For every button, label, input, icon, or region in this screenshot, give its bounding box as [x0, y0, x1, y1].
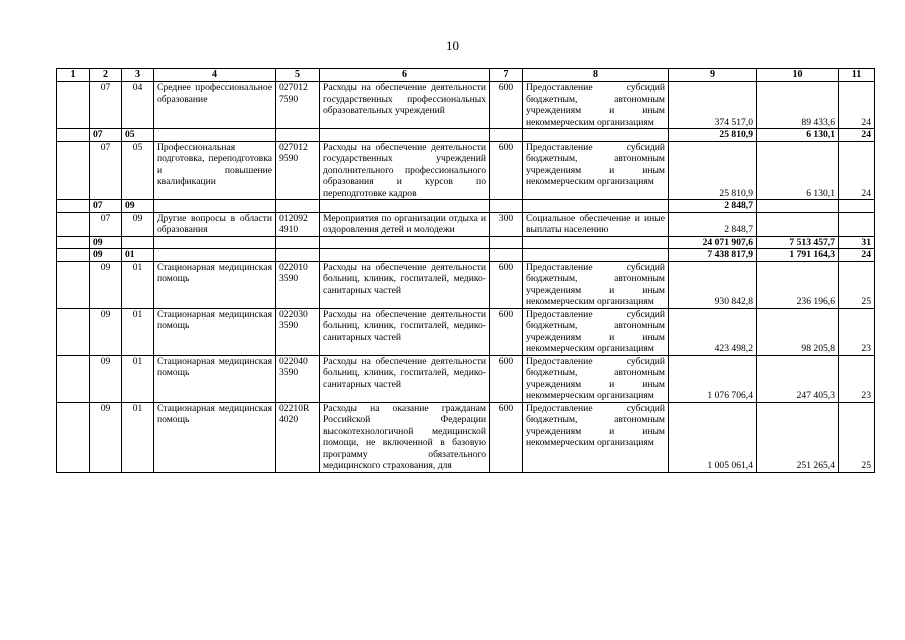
header-row	[57, 69, 875, 82]
cell-c11: 24	[839, 82, 875, 129]
cell-c5	[276, 200, 320, 213]
column-header: 4	[154, 69, 276, 82]
cell-c5: 022030 3590	[276, 308, 320, 355]
cell-c1	[57, 236, 90, 249]
table-row	[57, 141, 875, 200]
column-header: 5	[276, 69, 320, 82]
cell-c7: 600	[490, 82, 523, 129]
cell-c8	[523, 129, 669, 142]
cell-c7: 600	[490, 308, 523, 355]
cell-c1	[57, 141, 90, 200]
column-header: 10	[757, 69, 839, 82]
cell-c1	[57, 402, 90, 472]
cell-c3: 01	[122, 355, 154, 402]
cell-c2: 07	[90, 212, 122, 236]
cell-c7: 600	[490, 261, 523, 308]
cell-c2: 09	[90, 261, 122, 308]
table-row	[57, 261, 875, 308]
cell-c4: Стационарная медицинская помощь	[154, 402, 276, 472]
cell-c3	[122, 236, 154, 249]
cell-c5	[276, 129, 320, 142]
table-body	[57, 82, 875, 473]
cell-c3: 01	[122, 308, 154, 355]
cell-c11: 24	[839, 141, 875, 200]
cell-c10: 247 405,3	[757, 355, 839, 402]
column-header: 7	[490, 69, 523, 82]
cell-c6: Мероприятия по организации отдыха и оздоровления детей и молодежи	[320, 212, 490, 236]
cell-c5: 027012 7590	[276, 82, 320, 129]
cell-c11: 31	[839, 236, 875, 249]
cell-c8: Социальное обеспечение и иные выплаты населению	[523, 212, 669, 236]
cell-c8: Предоставление субсидий бюджетным, автономным учреждениям и иным некоммерческим организациям	[523, 308, 669, 355]
table-row	[57, 355, 875, 402]
table-row	[57, 308, 875, 355]
cell-c6: Расходы на обеспечение деятельности больниц, клиник, госпиталей, медико-санитарных частей	[320, 261, 490, 308]
cell-c8: Предоставление субсидий бюджетным, автономным учреждениям и иным некоммерческим организациям	[523, 141, 669, 200]
cell-c9: 2 848,7	[669, 212, 757, 236]
cell-c5: 02210R 4020	[276, 402, 320, 472]
cell-c3: 09	[122, 212, 154, 236]
cell-c10	[757, 200, 839, 213]
cell-c9: 1 076 706,4	[669, 355, 757, 402]
cell-c6: Расходы на оказание гражданам Российской Федерации высокотехнологичной медицинской помощи, не включенной в базовую программу обязательного медицинского страхования, для	[320, 402, 490, 472]
cell-c2: 07	[90, 82, 122, 129]
cell-c10: 251 265,4	[757, 402, 839, 472]
cell-c5: 022010 3590	[276, 261, 320, 308]
cell-c9: 1 005 061,4	[669, 402, 757, 472]
cell-c3: 04	[122, 82, 154, 129]
cell-c7: 600	[490, 402, 523, 472]
cell-c4: Среднее профессиональное образование	[154, 82, 276, 129]
cell-c5	[276, 249, 320, 262]
cell-c10: 236 196,6	[757, 261, 839, 308]
cell-c6	[320, 249, 490, 262]
cell-c11	[839, 212, 875, 236]
cell-c10: 6 130,1	[757, 129, 839, 142]
cell-c9: 374 517,0	[669, 82, 757, 129]
cell-c5: 027012 9590	[276, 141, 320, 200]
cell-c3: 01	[122, 402, 154, 472]
cell-c5	[276, 236, 320, 249]
cell-c5: 022040 3590	[276, 355, 320, 402]
cell-c9: 2 848,7	[669, 200, 757, 213]
cell-c2: 09	[90, 236, 122, 249]
cell-c11: 24	[839, 129, 875, 142]
cell-c8	[523, 200, 669, 213]
cell-c4	[154, 236, 276, 249]
cell-c10: 6 130,1	[757, 141, 839, 200]
cell-c8	[523, 249, 669, 262]
cell-c1	[57, 261, 90, 308]
cell-c6	[320, 200, 490, 213]
cell-c2: 07	[90, 129, 122, 142]
cell-c7: 300	[490, 212, 523, 236]
cell-c4: Профессиональная подготовка, переподготовка и повышение квалификации	[154, 141, 276, 200]
cell-c4	[154, 249, 276, 262]
cell-c4: Стационарная медицинская помощь	[154, 261, 276, 308]
cell-c3: 09	[122, 200, 154, 213]
column-header: 8	[523, 69, 669, 82]
cell-c7	[490, 236, 523, 249]
subtotal-row	[57, 249, 875, 262]
cell-c1	[57, 82, 90, 129]
cell-c8: Предоставление субсидий бюджетным, автономным учреждениям и иным некоммерческим организациям	[523, 261, 669, 308]
cell-c11: 25	[839, 402, 875, 472]
cell-c4: Стационарная медицинская помощь	[154, 308, 276, 355]
cell-c3: 05	[122, 141, 154, 200]
cell-c2: 09	[90, 308, 122, 355]
cell-c9: 25 810,9	[669, 141, 757, 200]
cell-c7	[490, 200, 523, 213]
cell-c7	[490, 249, 523, 262]
cell-c4: Стационарная медицинская помощь	[154, 355, 276, 402]
cell-c8: Предоставление субсидий бюджетным, автономным учреждениям и иным некоммерческим организациям	[523, 355, 669, 402]
budget-table	[56, 68, 875, 473]
cell-c9: 25 810,9	[669, 129, 757, 142]
table-row	[57, 212, 875, 236]
cell-c6	[320, 236, 490, 249]
subtotal-row	[57, 236, 875, 249]
table-row	[57, 82, 875, 129]
cell-c3: 01	[122, 249, 154, 262]
cell-c8: Предоставление субсидий бюджетным, автономным учреждениям и иным некоммерческим организациям	[523, 402, 669, 472]
cell-c6	[320, 129, 490, 142]
cell-c11: 23	[839, 308, 875, 355]
cell-c10: 1 791 164,3	[757, 249, 839, 262]
cell-c10	[757, 212, 839, 236]
cell-c1	[57, 129, 90, 142]
cell-c3: 01	[122, 261, 154, 308]
subtotal-row	[57, 200, 875, 213]
column-header: 9	[669, 69, 757, 82]
cell-c4: Другие вопросы в области образования	[154, 212, 276, 236]
cell-c1	[57, 212, 90, 236]
cell-c7	[490, 129, 523, 142]
subtotal-row	[57, 129, 875, 142]
cell-c2: 09	[90, 249, 122, 262]
cell-c8: Предоставление субсидий бюджетным, автономным учреждениям и иным некоммерческим организациям	[523, 82, 669, 129]
cell-c3: 05	[122, 129, 154, 142]
cell-c2: 07	[90, 141, 122, 200]
column-header: 2	[90, 69, 122, 82]
cell-c2: 09	[90, 355, 122, 402]
cell-c1	[57, 355, 90, 402]
cell-c1	[57, 200, 90, 213]
cell-c9: 930 842,8	[669, 261, 757, 308]
cell-c9: 423 498,2	[669, 308, 757, 355]
cell-c4	[154, 129, 276, 142]
cell-c1	[57, 249, 90, 262]
cell-c5: 012092 4910	[276, 212, 320, 236]
cell-c11: 23	[839, 355, 875, 402]
cell-c6: Расходы на обеспечение деятельности государственных профессиональных образовательных учреждений	[320, 82, 490, 129]
cell-c6: Расходы на обеспечение деятельности больниц, клиник, госпиталей, медико-санитарных частей	[320, 355, 490, 402]
column-header: 3	[122, 69, 154, 82]
cell-c7: 600	[490, 141, 523, 200]
cell-c11	[839, 200, 875, 213]
column-header: 1	[57, 69, 90, 82]
column-header: 6	[320, 69, 490, 82]
cell-c4	[154, 200, 276, 213]
cell-c9: 24 071 907,6	[669, 236, 757, 249]
cell-c11: 24	[839, 249, 875, 262]
cell-c11: 25	[839, 261, 875, 308]
cell-c10: 89 433,6	[757, 82, 839, 129]
table-row	[57, 402, 875, 472]
cell-c6: Расходы на обеспечение деятельности государственных учреждений дополнительного профессионального образования и курсов по переподготовке кадров	[320, 141, 490, 200]
cell-c2: 07	[90, 200, 122, 213]
cell-c2: 09	[90, 402, 122, 472]
cell-c1	[57, 308, 90, 355]
cell-c8	[523, 236, 669, 249]
column-header: 11	[839, 69, 875, 82]
page-number: 10	[446, 38, 459, 53]
cell-c10: 7 513 457,7	[757, 236, 839, 249]
cell-c10: 98 205,8	[757, 308, 839, 355]
cell-c6: Расходы на обеспечение деятельности больниц, клиник, госпиталей, медико-санитарных частей	[320, 308, 490, 355]
cell-c7: 600	[490, 355, 523, 402]
cell-c9: 7 438 817,9	[669, 249, 757, 262]
